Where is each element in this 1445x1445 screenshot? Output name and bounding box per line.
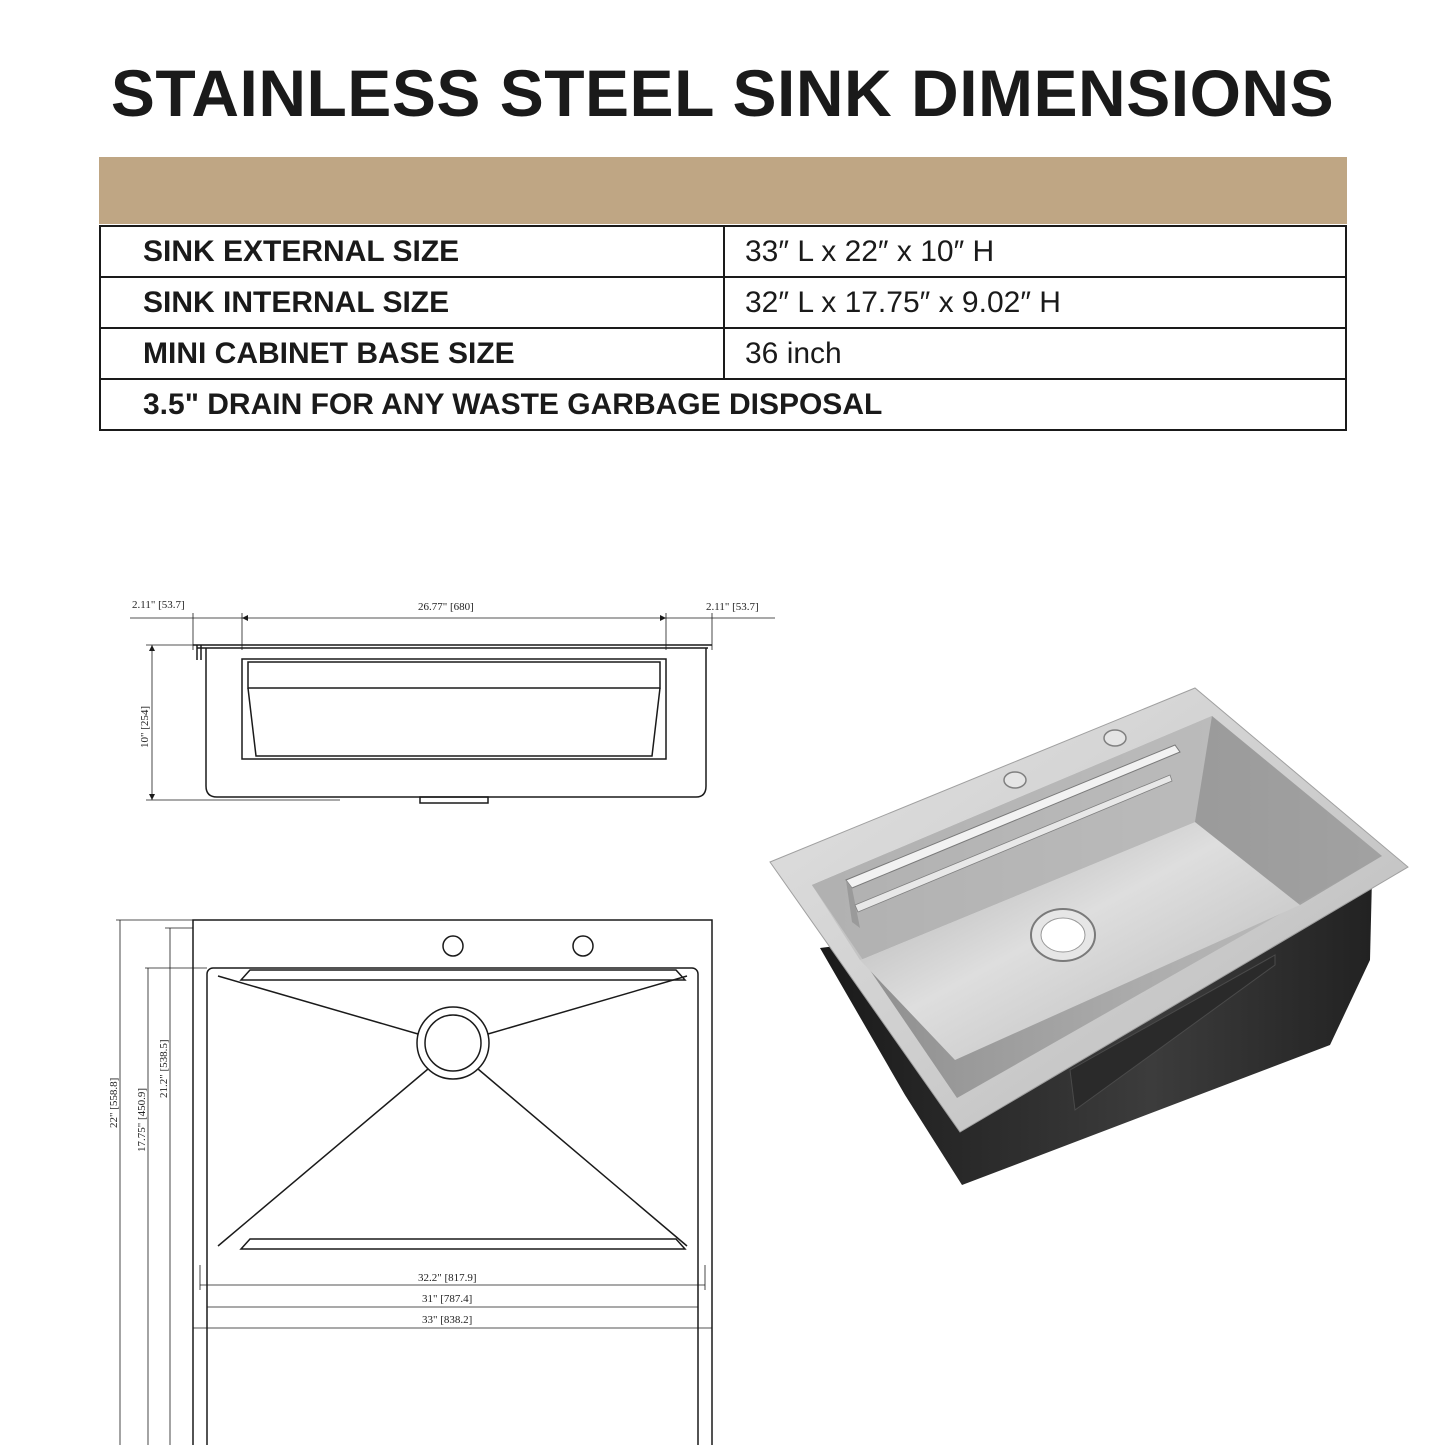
drain-note: 3.5" DRAIN FOR ANY WASTE GARBAGE DISPOSAL [100, 379, 1346, 430]
dim-left-flange: 2.11" [53.7] [132, 599, 185, 611]
dim-right-flange: 2.11" [53.7] [706, 601, 759, 613]
dim-height: 10" [254] [139, 705, 151, 748]
spec-label: SINK INTERNAL SIZE [100, 277, 724, 328]
faucet-hole-icon [1004, 772, 1026, 788]
spec-label: MINI CABINET BASE SIZE [100, 328, 724, 379]
spec-label: SINK EXTERNAL SIZE [100, 226, 724, 277]
faucet-hole-icon [1104, 730, 1126, 746]
faucet-hole-icon [573, 936, 593, 956]
side-view-drawing [130, 613, 775, 803]
dim-outer-depth: 22" [558.8] [108, 1077, 120, 1128]
dim-bowl-length: 32.2" [817.9] [418, 1272, 477, 1284]
dim-outer-length: 33" [838.2] [422, 1314, 473, 1326]
spec-value: 32″ L x 17.75″ x 9.02″ H [724, 277, 1346, 328]
sink-photo-icon [770, 688, 1408, 1185]
dim-inner-width: 26.77" [680] [418, 601, 474, 613]
spec-value: 36 inch [724, 328, 1346, 379]
dim-inner-depth: 17.75" [450.9] [136, 1087, 148, 1152]
top-view-drawing [116, 920, 712, 1445]
faucet-hole-icon [443, 936, 463, 956]
dim-inner-length: 31" [787.4] [422, 1293, 473, 1305]
page-title: STAINLESS STEEL SINK DIMENSIONS [110, 56, 1335, 130]
dim-bowl-depth: 21.2" [538.5] [158, 1039, 170, 1098]
spec-value: 33″ L x 22″ x 10″ H [724, 226, 1346, 277]
